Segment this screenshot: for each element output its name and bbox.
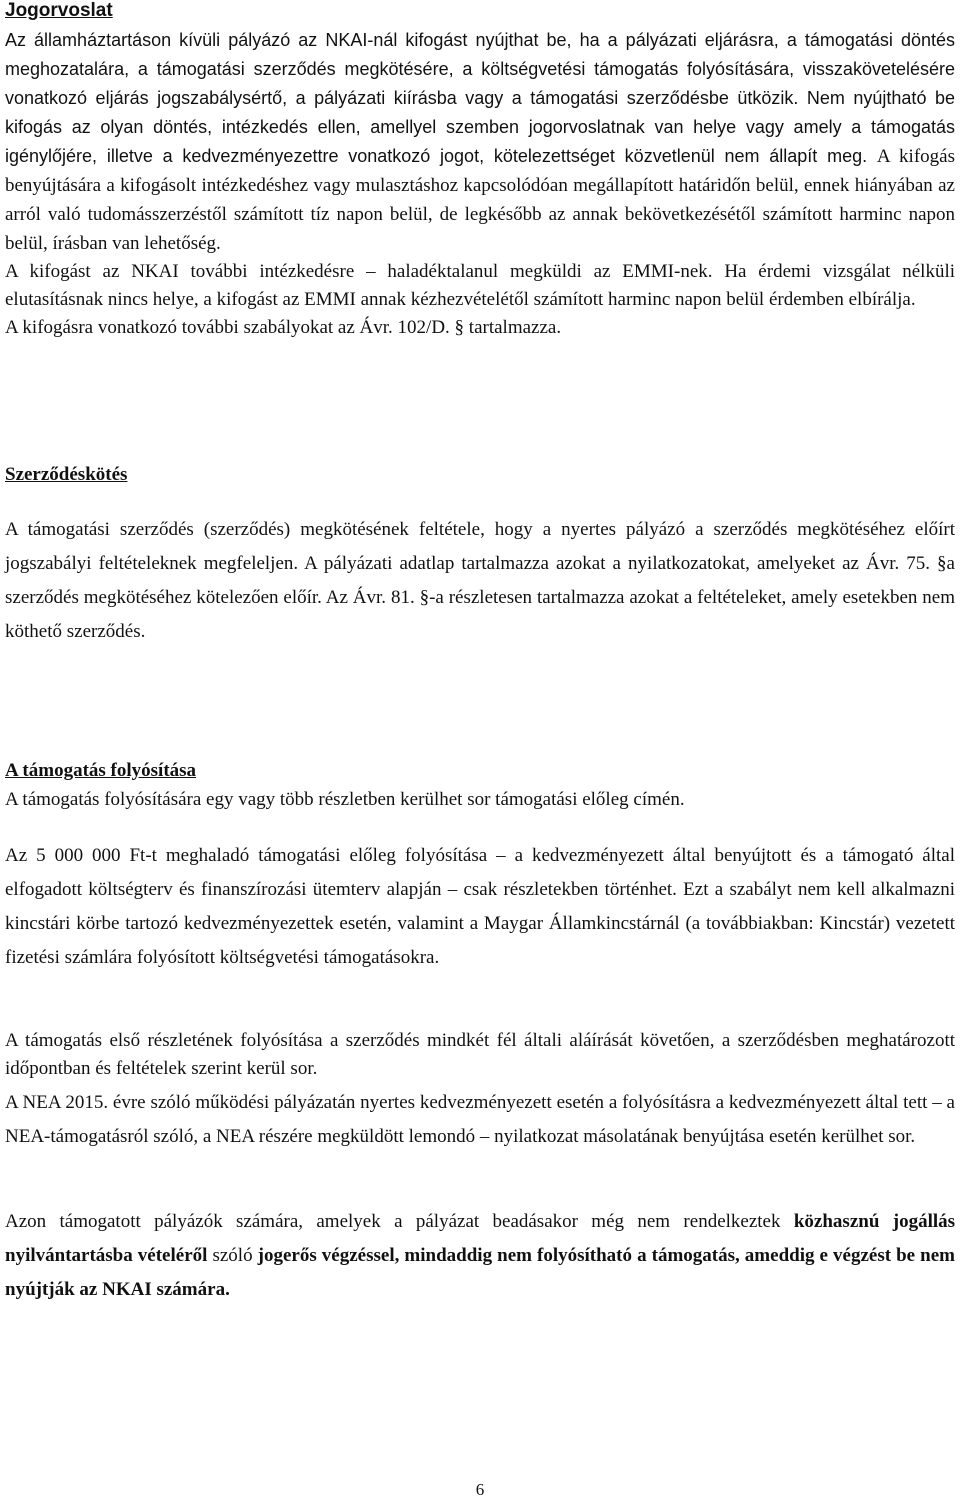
paragraph-jogorvoslat-3: A kifogásra vonatkozó további szabályokat az Ávr. 102/D. § tartalmazza.	[5, 317, 562, 338]
jogorvoslat-text-1b: Nem nyújtható be kifogás az olyan döntés, intézkedés ellen, amellyel szemben jogorvoslatnak van helye vagy amely a támogatás igénylőjére, illetve a kedvezményezettre vonatkozó jogot, kötelezettséget közvetlenül nem állapít meg.	[5, 88, 955, 166]
paragraph-folyositas-4: A NEA 2015. évre szóló működési pályázatán nyertes kedvezményezett esetén a folyósításra a kedvezményezett által tett – a NEA-támogatásról szóló, a NEA részére megküldött lemondó – nyilatkozat másolatának benyújtása esetén kerülhet sor.	[5, 1092, 955, 1147]
jogorvoslat-text-1c: A kifogás benyújtására a kifogásolt intézkedéshez vagy mulasztáshoz kapcsolódóan megállapított határidőn belül, ennek hiányában az arról való tudomásszerzéstől számított tíz napon belül, de legkésőbb az annak bekövetkezésétől számított harminc napon belül, írásban van lehetőség.	[5, 146, 955, 254]
folyositas-5-bold-d: jogerős végzéssel, mindaddig nem folyósítható a támogatás, ameddig e végzést be nem nyújtják az NKAI számára.	[5, 1245, 956, 1300]
paragraph-jogorvoslat-1	[5, 26, 955, 258]
folyositas-5-text-a: Azon támogatott pályázók számára, amelyek a pályázat beadásakor még nem rendelkeztek	[5, 1211, 781, 1232]
paragraph-jogorvoslat-2: A kifogást az NKAI további intézkedésre – haladéktalanul megküldi az EMMI-nek. Ha érdemi vizsgálat nélküli elutasításnak nincs helye, a kifogást az EMMI annak kézhezvételétől számított harminc napon belül érdemben elbírálja.	[5, 261, 955, 310]
heading-jogorvoslat: Jogorvoslat	[5, 0, 113, 21]
paragraph-folyositas-1: A támogatás folyósítására egy vagy több részletben kerülhet sor támogatási előleg címén.	[5, 789, 685, 810]
paragraph-folyositas-5	[5, 1205, 955, 1307]
folyositas-5-text-c: szóló	[212, 1245, 253, 1266]
heading-szerzodeskotes: Szerződéskötés	[5, 464, 128, 485]
paragraph-folyositas-3: A támogatás első részletének folyósítása a szerződés mindkét fél általi aláírását követően, a szerződésben meghatározott időpontban és feltételek szerint kerül sor.	[5, 1030, 955, 1079]
folyositas-5-bold-b: közhasznú jogállás nyilvántartásba vételéről	[5, 1211, 956, 1266]
page-number: 6	[475, 1480, 485, 1499]
jogorvoslat-text-1a: Az államháztartáson kívüli pályázó az NKAI-nál kifogást nyújthat be, ha a pályázati eljárásra, a támogatási döntés meghozatalára, a támogatási szerződés megkötésére, a költségvetési támogatás folyósítására, visszakövetelésére vonatkozó eljárás jogszabálysértő, a pályázati kiírásba vagy a támogatási szerződésbe ütközik.	[5, 30, 955, 108]
heading-folyositas: A támogatás folyósítása	[5, 760, 197, 781]
section-jogorvoslat	[5, 26, 955, 342]
paragraph-szerzodeskotes: A támogatási szerződés (szerződés) megkötésének feltétele, hogy a nyertes pályázó a szerződés megkötéséhez előírt jogszabályi feltételeknek megfeleljen. A pályázati adatlap tartalmazza azokat a nyilatkozatokat, amelyeket az Ávr. 75. §a szerződés megkötéséhez kötelezően előír. Az Ávr. 81. §-a részletesen tartalmazza azokat a feltételeket, amely esetekben nem köthető szerződés.	[5, 519, 955, 642]
paragraph-folyositas-2: Az 5 000 000 Ft-t meghaladó támogatási előleg folyósítása – a kedvezményezett által benyújtott és a támogató által elfogadott költségterv és finanszírozási ütemterv alapján – csak részletekben történhet. Ezt a szabályt nem kell alkalmazni kincstári körbe tartozó kedvezményezettek esetén, valamint a Maygar Államkincstárnál (a továbbiakban: Kincstár) vezetett fizetési számlára folyósított költségvetési támogatásokra.	[5, 845, 955, 968]
